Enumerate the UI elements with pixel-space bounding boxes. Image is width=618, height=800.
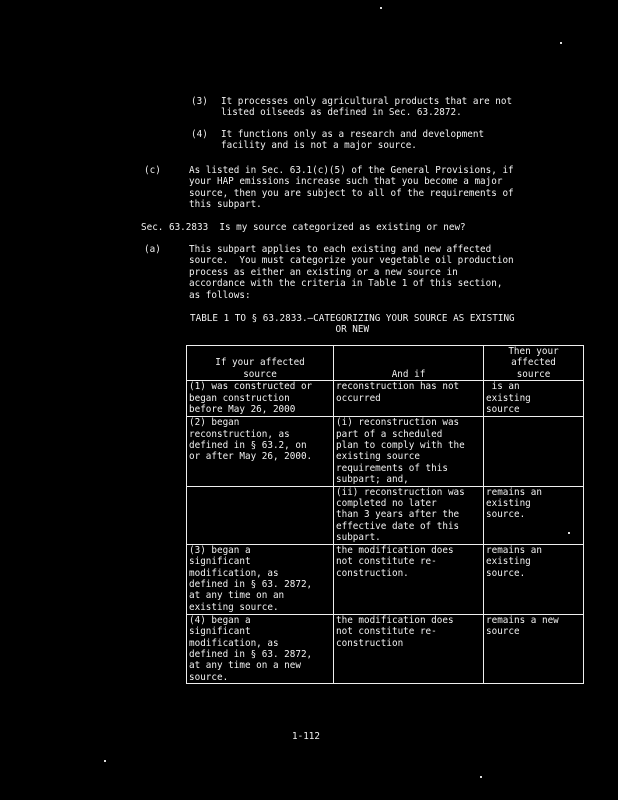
page-number: 1-112 <box>292 731 320 742</box>
item-4-text: It functions only as a research and development facility and is not a major source. <box>221 129 485 152</box>
item-3-text: It processes only agricultural products that are not listed oilseeds as defined in Sec. 63.2872. <box>221 96 513 119</box>
table-row <box>187 417 584 486</box>
table-cell: reconstruction has not occurred <box>334 381 484 417</box>
table-cell: is an existing source <box>484 381 584 417</box>
header-affected-source: If your affected source <box>187 346 334 381</box>
table-row <box>187 544 584 614</box>
source-category-table <box>186 345 584 684</box>
table-cell <box>484 417 584 486</box>
paragraph-a-text: This subpart applies to each existing and new affected source. You must categorize your vegetable oil production process as either an existing or a new source in accordance with the criteria in Table 1 of this section, as follows: <box>189 244 514 301</box>
item-4-number: (4) <box>191 129 208 140</box>
table-cell: (ii) reconstruction was completed no later than 3 years after the effective date of this subpart. <box>334 486 484 544</box>
table-cell: remains an existing source. <box>484 544 584 614</box>
table-header-row <box>187 346 584 381</box>
table-cell: (2) began reconstruction, as defined in § 63.2, on or after May 26, 2000. <box>187 417 334 486</box>
paragraph-c-text: As listed in Sec. 63.1(c)(5) of the General Provisions, if your HAP emissions increase such that you become a major source, then you are subject to all of the requirements of this subpart. <box>189 165 514 211</box>
table-cell: (4) began a significant modification, as defined in § 63. 2872, at any time on a new source. <box>187 614 334 683</box>
paragraph-a-number: (a) <box>144 244 161 255</box>
table-cell: the modification does not constitute re- construction <box>334 614 484 683</box>
table-row <box>187 486 584 544</box>
header-and-if: And if <box>334 346 484 381</box>
header-then-source: Then your affected source <box>484 346 584 381</box>
table-cell: remains a new source <box>484 614 584 683</box>
table-row <box>187 381 584 417</box>
table-cell <box>187 486 334 544</box>
table-cell: the modification does not constitute re- construction. <box>334 544 484 614</box>
table-cell: (1) was constructed or began construction before May 26, 2000 <box>187 381 334 417</box>
item-3-number: (3) <box>191 96 208 107</box>
table-cell: (3) began a significant modification, as defined in § 63. 2872, at any time on an existing source. <box>187 544 334 614</box>
table-row <box>187 614 584 683</box>
section-heading: Sec. 63.2833 Is my source categorized as existing or new? <box>141 222 466 233</box>
table-cell: (i) reconstruction was part of a scheduled plan to comply with the existing source requirements of this subpart; and, <box>334 417 484 486</box>
paragraph-c-number: (c) <box>144 165 161 176</box>
table-title: TABLE 1 TO § 63.2833.—CATEGORIZING YOUR SOURCE AS EXISTING OR NEW <box>190 313 515 336</box>
table-cell: remains an existing source. <box>484 486 584 544</box>
